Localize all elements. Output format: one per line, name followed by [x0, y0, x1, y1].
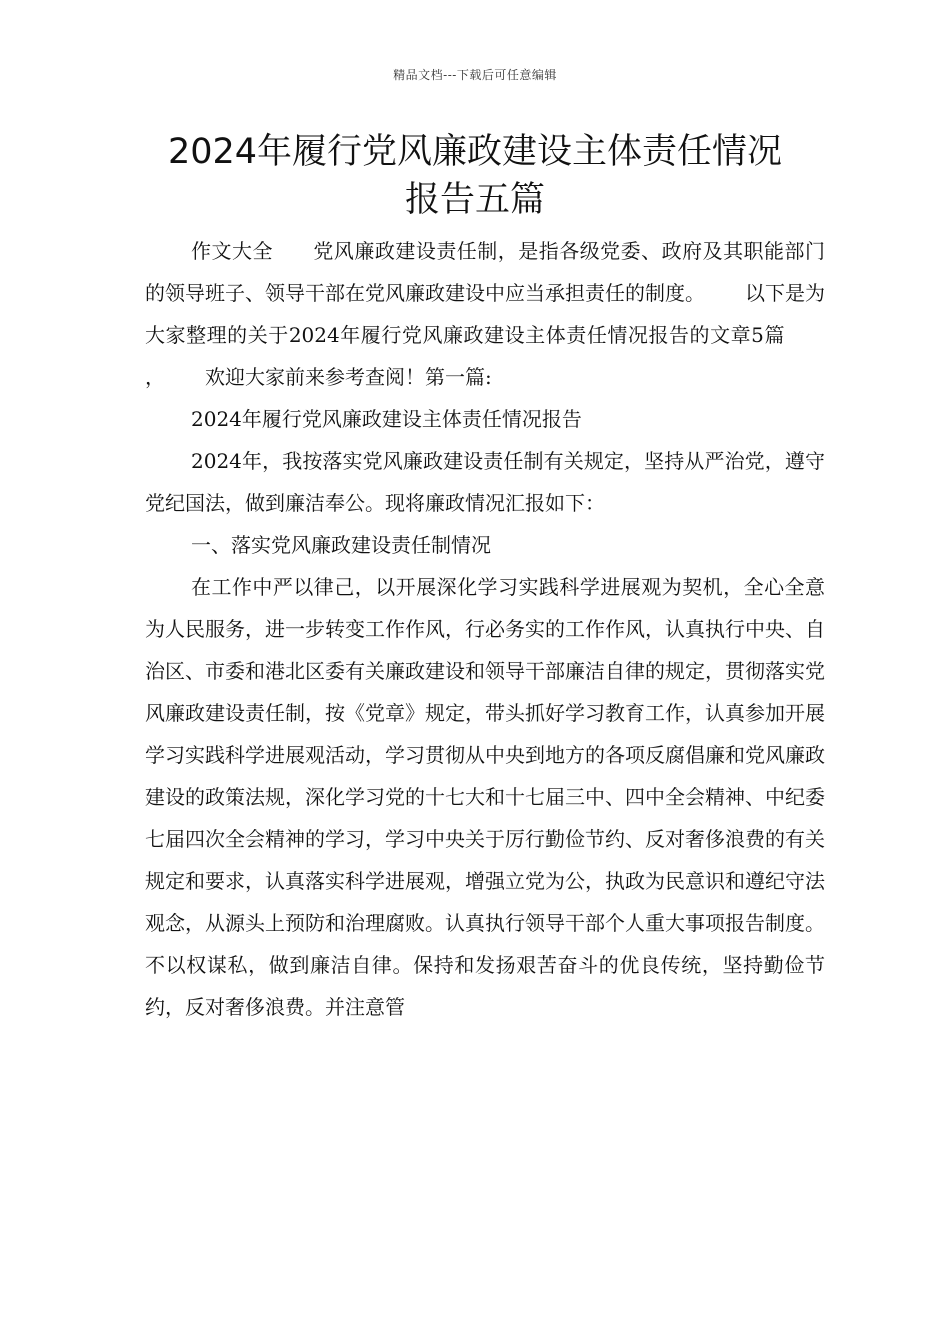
title-line-1: 2024年履行党风廉政建设主体责任情况 — [167, 132, 783, 172]
title-line-2: 报告五篇 — [404, 180, 545, 220]
section-heading-1: 一、落实党风廉政建设责任制情况 — [191, 533, 491, 557]
article-subtitle: 2024年履行党风廉政建设主体责任情况报告 — [191, 407, 582, 431]
intro-text-1: 党风廉政建设责任制，是指各级党委、政府及其职能部门的领导班子、领导干部在党风廉政建设中应当承担责任的制度。 — [145, 239, 826, 305]
document-body — [145, 230, 825, 1028]
paragraph-1: 2024年，我按落实党风廉政建设责任制有关规定，坚持从严治党，遵守党纪国法，做到廉洁奉公。现将廉政情况汇报如下： — [145, 449, 825, 515]
document-title — [95, 128, 855, 224]
intro-comma: ， — [145, 365, 165, 389]
paragraph-2: 在工作中严以律己，以开展深化学习实践科学进展观为契机，全心全意为人民服务，进一步转变工作作风，行必务实的工作作风，认真执行中央、自治区、市委和港北区委有关廉政建设和领导干部廉洁自律的规定，贯彻落实党风廉政建设责任制，按《党章》规定，带头抓好学习教育工作，认真参加开展学习实践科学进展观活动，学习贯彻从中央到地方的各项反腐倡廉和党风廉政建设的政策法规，深化学习党的十七大和十七届三中、四中全会精神、中纪委七届四次全会精神的学习，学习中央关于厉行勤俭节约、反对奢侈浪费的有关规定和要求，认真落实科学进展观，增强立党为公，执政为民意识和遵纪守法观念，从源头上预防和治理腐败。认真执行领导干部个人重大事项报告制度。不以权谋私，做到廉洁自律。保持和发扬艰苦奋斗的优良传统，坚持勤俭节约，反对奢侈浪费。并注意管 — [145, 575, 825, 1019]
intro-text-3: 欢迎大家前来参考查阅！第一篇: — [205, 365, 492, 389]
intro-paragraph — [145, 230, 825, 398]
intro-text-2: 以下是为大家整理的关于2024年履行党风廉政建设主体责任情况报告的文章5篇 — [145, 281, 825, 347]
intro-label: 作文大全 — [191, 239, 273, 263]
page-header: 精品文档---下载后可任意编辑 — [393, 68, 557, 82]
